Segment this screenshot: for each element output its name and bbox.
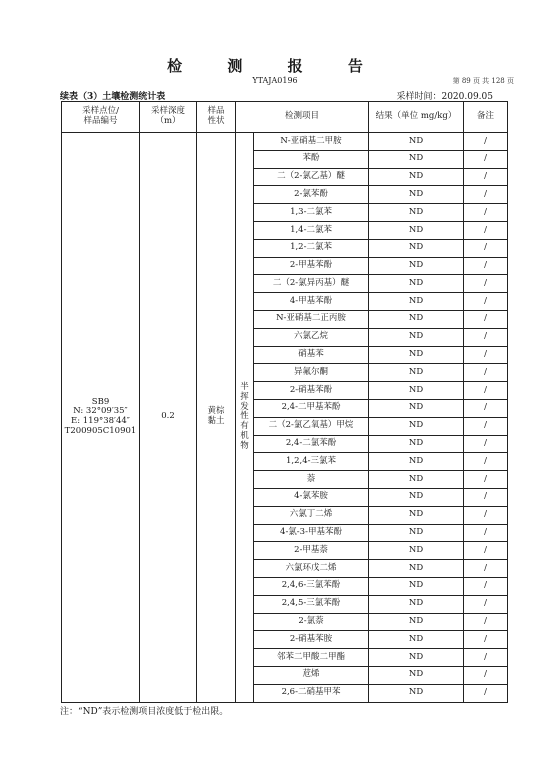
remark-cell: / — [464, 666, 508, 684]
result-cell: ND — [369, 382, 464, 400]
result-cell: ND — [369, 595, 464, 613]
result-cell: ND — [369, 133, 464, 151]
test-item-cell: 4-甲基苯酚 — [254, 293, 369, 311]
result-cell: ND — [369, 239, 464, 257]
sample-depth-cell: 0.2 — [140, 133, 197, 703]
result-cell: ND — [369, 666, 464, 684]
remark-cell: / — [464, 275, 508, 293]
result-cell: ND — [369, 328, 464, 346]
table-caption: 续表（3）土壤检测统计表 — [60, 92, 166, 102]
remark-cell: / — [464, 364, 508, 382]
test-item-cell: 二（2-氯异丙基）醚 — [254, 275, 369, 293]
remark-cell: / — [464, 168, 508, 186]
result-cell: ND — [369, 364, 464, 382]
remark-cell: / — [464, 382, 508, 400]
remark-cell: / — [464, 453, 508, 471]
sample-point-name: SB9 — [91, 396, 110, 407]
footnote: 注：“ND”表示检测项目浓度低于检出限。 — [60, 707, 229, 717]
remark-cell: / — [464, 560, 508, 578]
test-item-cell: N-亚硝基二正丙胺 — [254, 310, 369, 328]
test-item-cell: 萘 — [254, 471, 369, 489]
result-cell: ND — [369, 275, 464, 293]
result-cell: ND — [369, 310, 464, 328]
result-cell: ND — [369, 560, 464, 578]
remark-cell: / — [464, 435, 508, 453]
remark-cell: / — [464, 150, 508, 168]
result-cell: ND — [369, 684, 464, 702]
result-cell: ND — [369, 613, 464, 631]
remark-cell: / — [464, 631, 508, 649]
remark-cell: / — [464, 257, 508, 275]
test-item-cell: 苯酚 — [254, 150, 369, 168]
remark-cell: / — [464, 506, 508, 524]
test-item-cell: 硝基苯 — [254, 346, 369, 364]
remark-cell: / — [464, 293, 508, 311]
table-row — [62, 133, 508, 151]
result-cell: ND — [369, 204, 464, 222]
remark-cell: / — [464, 310, 508, 328]
result-cell: ND — [369, 293, 464, 311]
remark-cell: / — [464, 649, 508, 667]
category-cell: 半 挥 发 性 有 机 物 — [236, 133, 254, 703]
test-item-cell: 2,6-二硝基甲苯 — [254, 684, 369, 702]
test-item-cell: 2-氯苯酚 — [254, 186, 369, 204]
test-item-cell: 异氟尔酮 — [254, 364, 369, 382]
header-sample-nature: 样品 性状 — [197, 102, 236, 133]
header-remark: 备注 — [464, 102, 508, 133]
result-cell: ND — [369, 346, 464, 364]
result-cell: ND — [369, 506, 464, 524]
remark-cell: / — [464, 346, 508, 364]
remark-cell: / — [464, 471, 508, 489]
remark-cell: / — [464, 239, 508, 257]
report-title: 检 测 报 告 — [167, 57, 383, 75]
test-item-cell: 邻苯二甲酸二甲酯 — [254, 649, 369, 667]
result-cell: ND — [369, 435, 464, 453]
test-item-cell: 2-硝基苯酚 — [254, 382, 369, 400]
result-cell: ND — [369, 524, 464, 542]
test-item-cell: N-亚硝基二甲胺 — [254, 133, 369, 151]
soil-test-table — [61, 101, 508, 703]
test-item-cell: 2-甲基苯酚 — [254, 257, 369, 275]
result-cell: ND — [369, 221, 464, 239]
test-item-cell: 2,4,5-三氯苯酚 — [254, 595, 369, 613]
sample-point-cell — [62, 133, 140, 703]
page-info: 第 89 页 共 128 页 — [452, 77, 514, 85]
result-cell: ND — [369, 542, 464, 560]
test-item-cell: 2-硝基苯胺 — [254, 631, 369, 649]
test-item-cell: 2,4-二氯苯酚 — [254, 435, 369, 453]
test-item-cell: 1,2,4-三氯苯 — [254, 453, 369, 471]
result-cell: ND — [369, 488, 464, 506]
test-item-cell: 2,4,6-三氯苯酚 — [254, 577, 369, 595]
test-item-cell: 2-氯萘 — [254, 613, 369, 631]
result-cell: ND — [369, 577, 464, 595]
test-item-cell: 4-氯-3-甲基苯酚 — [254, 524, 369, 542]
remark-cell: / — [464, 328, 508, 346]
test-item-cell: 2-甲基萘 — [254, 542, 369, 560]
test-item-cell: 二（2-氯乙氧基）甲烷 — [254, 417, 369, 435]
header-sample-depth: 采样深度 （m） — [140, 102, 197, 133]
remark-cell: / — [464, 417, 508, 435]
result-cell: ND — [369, 186, 464, 204]
remark-cell: / — [464, 577, 508, 595]
header-result: 结果（单位 mg/kg） — [369, 102, 464, 133]
test-item-cell: 二（2-氯乙基）醚 — [254, 168, 369, 186]
sample-id: T200905C10901 — [64, 426, 137, 437]
remark-cell: / — [464, 221, 508, 239]
test-item-cell: 1,3-二氯苯 — [254, 204, 369, 222]
result-cell: ND — [369, 399, 464, 417]
result-cell: ND — [369, 453, 464, 471]
sample-latitude: N: 32°09′35″ — [73, 406, 128, 417]
report-code: YTAJA0196 — [252, 76, 298, 85]
header-test-item: 检测项目 — [236, 102, 369, 133]
sample-longitude: E: 119°38′44″ — [71, 416, 130, 427]
test-item-cell: 六氯丁二烯 — [254, 506, 369, 524]
sample-nature-cell: 黄棕 黏土 — [197, 133, 236, 703]
test-item-cell: 2,4-二甲基苯酚 — [254, 399, 369, 417]
test-item-cell: 六氯环戊二烯 — [254, 560, 369, 578]
header-sample-point: 采样点位/ 样品编号 — [62, 102, 140, 133]
test-item-cell: 1,2-二氯苯 — [254, 239, 369, 257]
result-cell: ND — [369, 150, 464, 168]
remark-cell: / — [464, 399, 508, 417]
remark-cell: / — [464, 684, 508, 702]
test-item-cell: 1,4-二氯苯 — [254, 221, 369, 239]
remark-cell: / — [464, 595, 508, 613]
table-header-row — [62, 102, 508, 133]
test-item-cell: 苊烯 — [254, 666, 369, 684]
result-cell: ND — [369, 471, 464, 489]
sample-time: 采样时间：2020.09.05 — [396, 92, 493, 102]
remark-cell: / — [464, 524, 508, 542]
result-cell: ND — [369, 257, 464, 275]
remark-cell: / — [464, 133, 508, 151]
result-cell: ND — [369, 631, 464, 649]
remark-cell: / — [464, 613, 508, 631]
remark-cell: / — [464, 542, 508, 560]
remark-cell: / — [464, 488, 508, 506]
test-item-cell: 4-氯苯胺 — [254, 488, 369, 506]
test-item-cell: 六氯乙烷 — [254, 328, 369, 346]
result-cell: ND — [369, 168, 464, 186]
result-cell: ND — [369, 417, 464, 435]
result-cell: ND — [369, 649, 464, 667]
remark-cell: / — [464, 186, 508, 204]
remark-cell: / — [464, 204, 508, 222]
